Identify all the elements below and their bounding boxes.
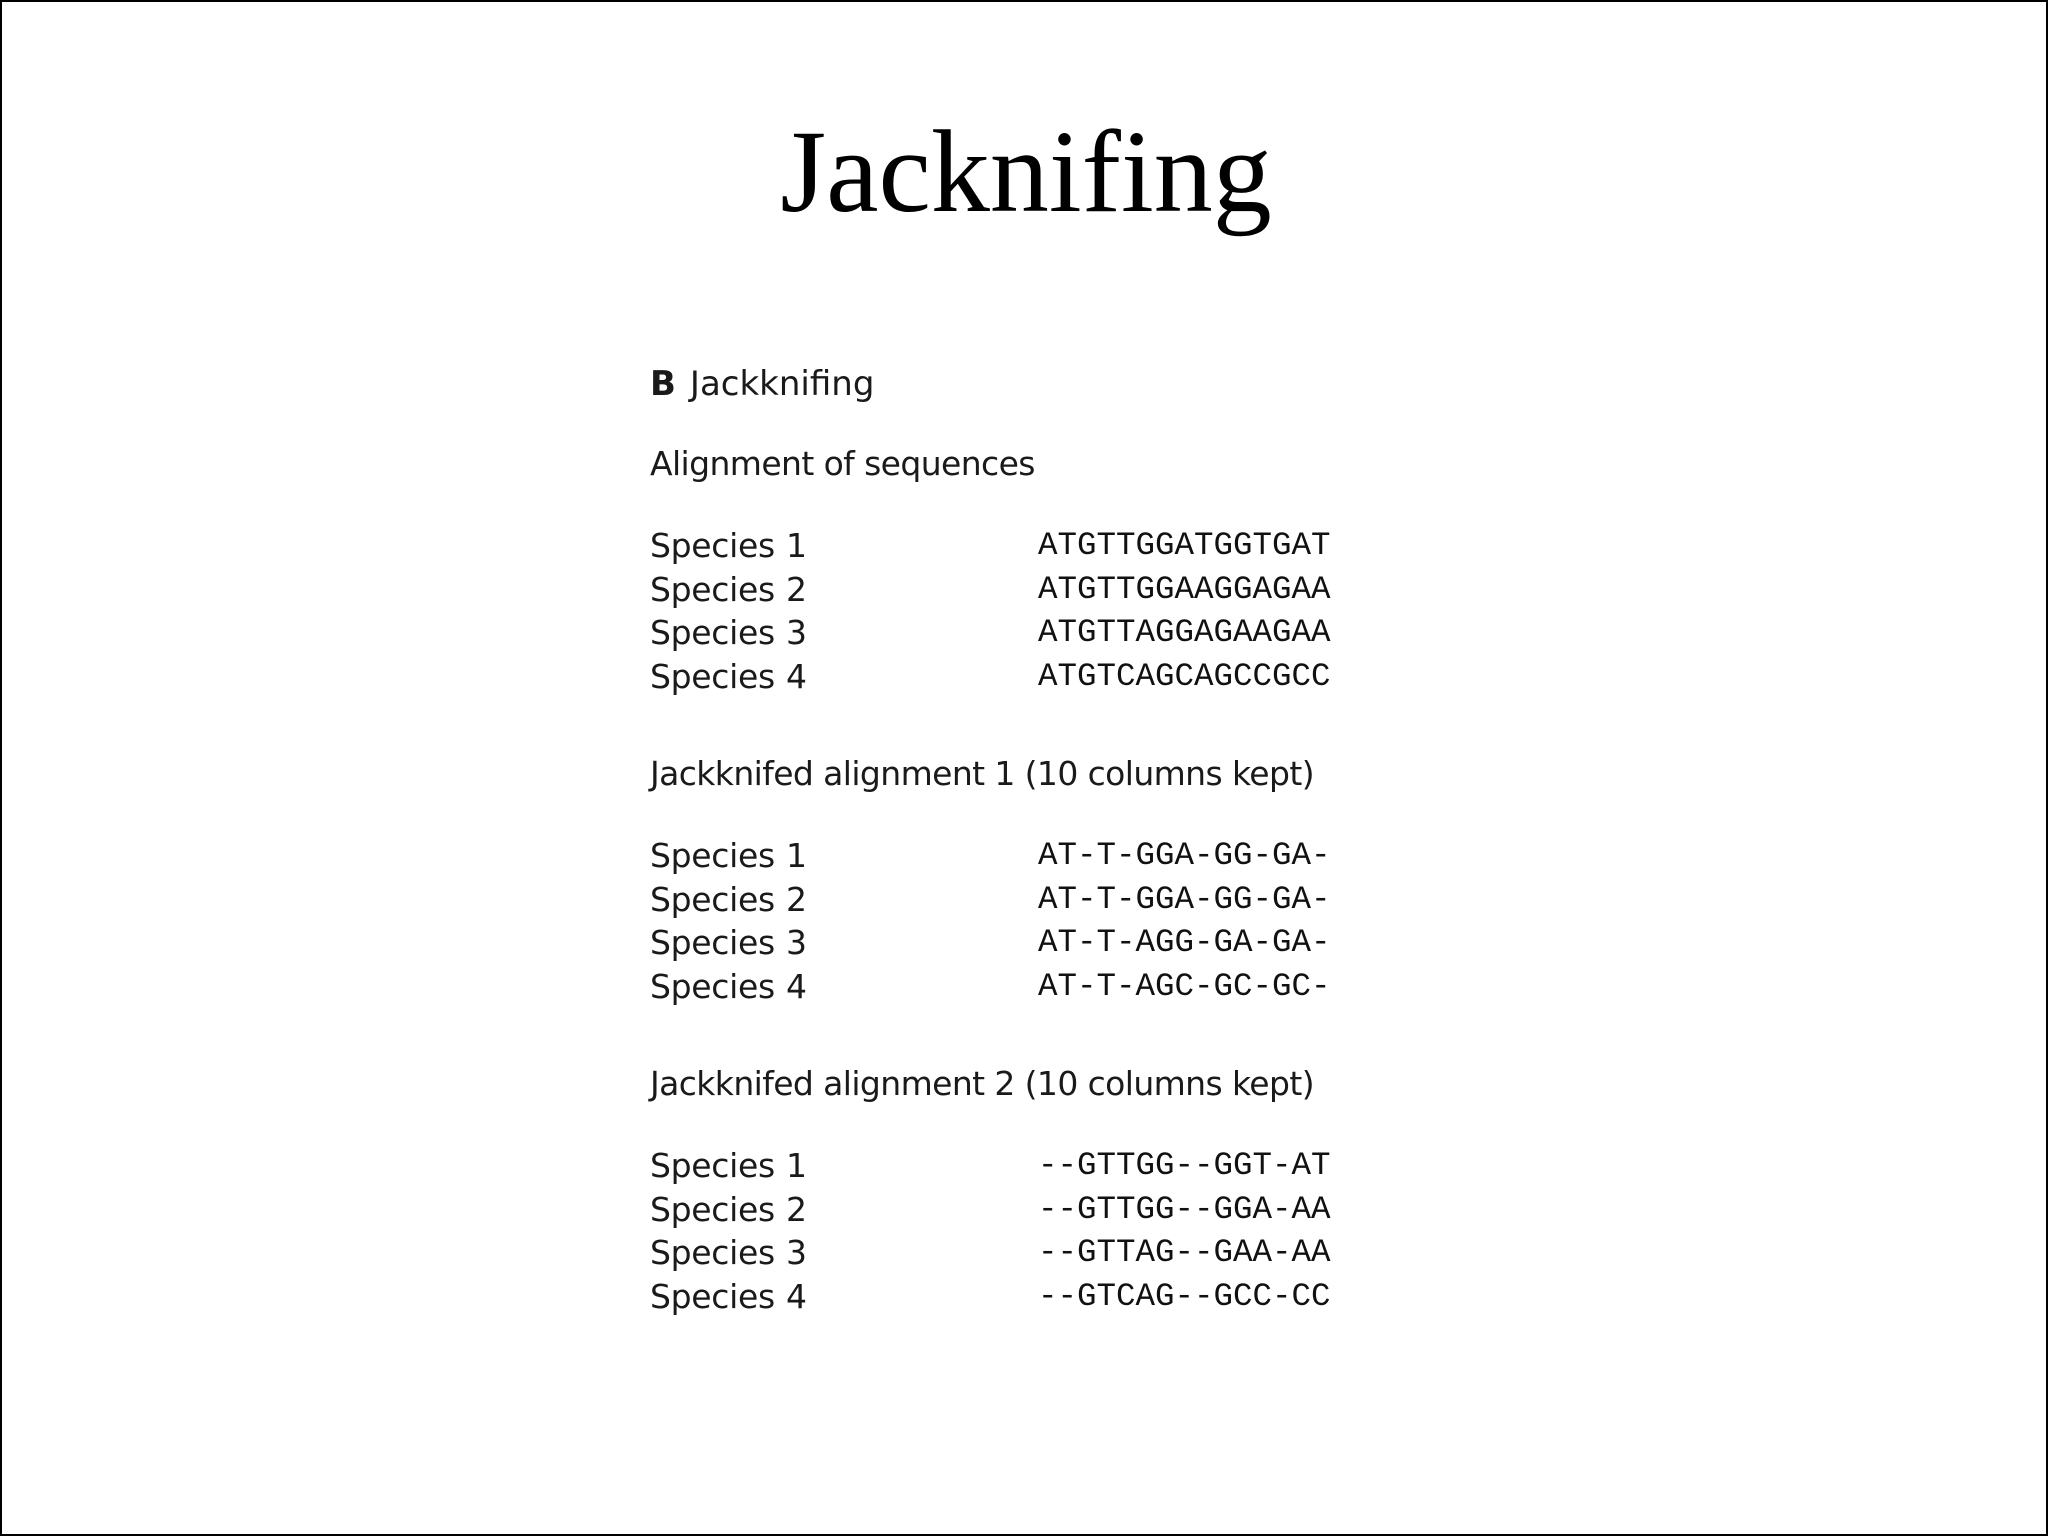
section-original-alignment bbox=[650, 438, 1410, 698]
species-number: 4 bbox=[786, 966, 807, 1006]
panel-letter: B bbox=[650, 364, 676, 404]
alignment-row bbox=[650, 834, 1410, 878]
slide-title: Jacknifing bbox=[780, 106, 1272, 237]
spacer bbox=[650, 1008, 1410, 1058]
spacer bbox=[650, 490, 1410, 524]
alignment-row bbox=[650, 1231, 1410, 1275]
sequence: --GTTAG--GAA-AA bbox=[1038, 1234, 1331, 1271]
sequence: ATGTTGGATGGTGAT bbox=[1038, 527, 1331, 564]
alignment-rows bbox=[650, 524, 1410, 698]
sequence: --GTTGG--GGT-AT bbox=[1038, 1147, 1331, 1184]
species-label: Species bbox=[650, 1233, 775, 1272]
species-number: 3 bbox=[786, 1233, 807, 1272]
spacer bbox=[650, 410, 1410, 438]
species-number: 1 bbox=[786, 836, 807, 875]
species-number: 1 bbox=[786, 526, 807, 565]
species-number: 3 bbox=[786, 923, 807, 962]
sequence: AT-T-GGA-GG-GA- bbox=[1038, 880, 1331, 918]
sequence: ATGTTGGAAGGAGAA bbox=[1038, 570, 1331, 608]
panel-title: Jackknifing bbox=[689, 364, 875, 404]
section-jackknifed-alignment-2 bbox=[650, 1058, 1410, 1318]
species-label: Species bbox=[650, 613, 775, 652]
species-label: Species bbox=[650, 923, 775, 962]
species-label: Species bbox=[650, 569, 775, 609]
section-title: Alignment of sequences bbox=[650, 444, 1035, 483]
sequence: ATGTTAGGAGAAGAA bbox=[1038, 614, 1331, 651]
alignment-row bbox=[650, 611, 1410, 655]
alignment-row bbox=[650, 655, 1410, 699]
alignment-rows bbox=[650, 834, 1410, 1008]
species-label: Species bbox=[650, 1276, 775, 1316]
species-label: Species bbox=[650, 1146, 775, 1185]
alignment-row bbox=[650, 921, 1410, 965]
species-label: Species bbox=[650, 836, 775, 875]
panel-heading bbox=[650, 358, 1410, 410]
species-number: 2 bbox=[786, 569, 807, 609]
species-label: Species bbox=[650, 1189, 775, 1229]
sequence: AT-T-GGA-GG-GA- bbox=[1038, 837, 1331, 874]
alignment-row bbox=[650, 1188, 1410, 1232]
alignment-row bbox=[650, 568, 1410, 612]
species-label: Species bbox=[650, 966, 775, 1006]
species-number: 4 bbox=[786, 656, 807, 696]
alignment-row bbox=[650, 1144, 1410, 1188]
sequence: AT-T-AGC-GC-GC- bbox=[1038, 967, 1331, 1005]
species-number: 1 bbox=[786, 1146, 807, 1185]
alignment-row bbox=[650, 878, 1410, 922]
alignment-row bbox=[650, 965, 1410, 1009]
species-number: 2 bbox=[786, 1189, 807, 1229]
section-title: Jackknifed alignment 2 (10 columns kept) bbox=[650, 1064, 1314, 1103]
species-number: 3 bbox=[786, 613, 807, 652]
spacer bbox=[650, 1110, 1410, 1144]
species-number: 2 bbox=[786, 879, 807, 919]
section-jackknifed-alignment-1 bbox=[650, 748, 1410, 1008]
spacer bbox=[650, 698, 1410, 748]
alignment-rows bbox=[650, 1144, 1410, 1318]
sequence: --GTCAG--GCC-CC bbox=[1038, 1277, 1331, 1315]
jackknifing-figure bbox=[650, 358, 1410, 1318]
species-label: Species bbox=[650, 526, 775, 565]
species-label: Species bbox=[650, 879, 775, 919]
spacer bbox=[650, 800, 1410, 834]
alignment-row bbox=[650, 1275, 1410, 1319]
sequence: ATGTCAGCAGCCGCC bbox=[1038, 657, 1331, 695]
section-title: Jackknifed alignment 1 (10 columns kept) bbox=[650, 754, 1314, 793]
sequence: --GTTGG--GGA-AA bbox=[1038, 1190, 1331, 1228]
species-number: 4 bbox=[786, 1276, 807, 1316]
species-label: Species bbox=[650, 656, 775, 696]
alignment-row bbox=[650, 524, 1410, 568]
sequence: AT-T-AGG-GA-GA- bbox=[1038, 924, 1331, 961]
